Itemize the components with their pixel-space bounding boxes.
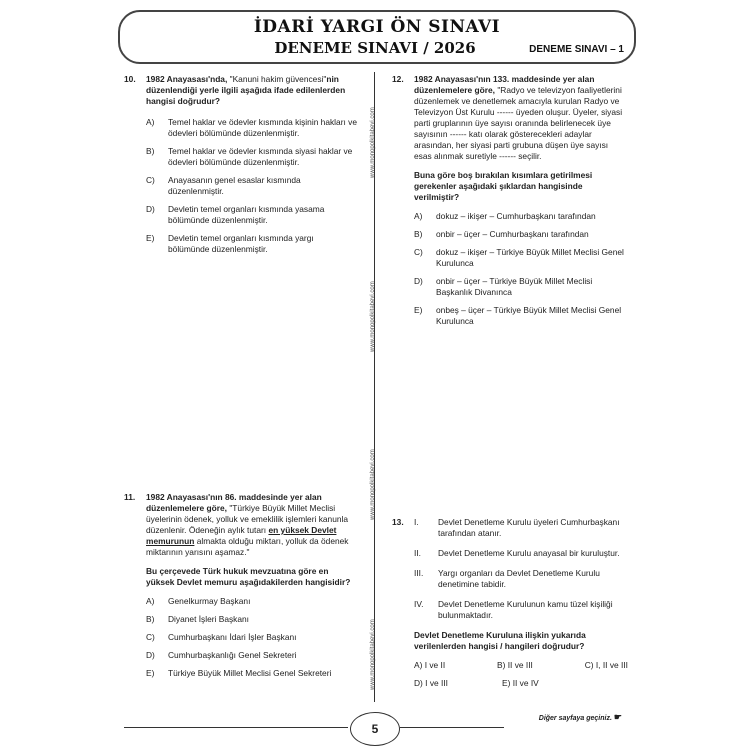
- stem-underlined: en yüksek Devlet memurunun: [146, 525, 337, 546]
- watermark-4: www.monopolkitabevi.com: [370, 619, 376, 690]
- statement-i: I. Devlet Denetleme Kurulu üyeleri Cumhurbaşkanı tarafından atanır.: [414, 517, 620, 538]
- question-stem: [146, 74, 357, 107]
- watermark-3: www.monopolkitabevi.com: [370, 449, 376, 520]
- option-c[interactable]: C) Cumhurbaşkanı İdari İşler Başkanı: [146, 632, 297, 642]
- question-number: 11.: [124, 492, 136, 502]
- question-stem: [414, 74, 628, 162]
- exam-title: İDARİ YARGI ÖN SINAVI: [253, 17, 501, 37]
- option-e[interactable]: E) onbeş – üçer – Türkiye Büyük Millet Meclisi Genel Kurulunca: [414, 305, 622, 326]
- question-stem: [146, 492, 357, 558]
- question-11: [124, 492, 357, 679]
- stem-bold: 1982 Anayasası'nın 86. maddesinde yer alan düzenlemelere göre,: [146, 492, 322, 513]
- options-row-2: [414, 678, 628, 689]
- stem-quote: "Kanuni hakim güvencesi": [227, 74, 327, 84]
- options-row-1: [414, 660, 628, 671]
- question-10: [124, 74, 357, 255]
- exam-tag: DENEME SINAVI – 1: [529, 44, 624, 55]
- option-a[interactable]: A) Temel haklar ve ödevler kısmında kişinin hakları ve ödevleri bölümünde düzenlenmiştir.: [146, 117, 357, 138]
- pointing-hand-icon: ☛: [613, 712, 622, 722]
- statement-iii: III. Yargı organları da Devlet Denetleme Kurulu denetimine tabidir.: [414, 568, 600, 589]
- exam-subtitle: DENEME SINAVI / 2026: [274, 39, 476, 57]
- next-page-text: Diğer sayfaya geçiniz.: [538, 715, 612, 722]
- option-d[interactable]: D) onbir – üçer – Türkiye Büyük Millet Meclisi Başkanlık Divanınca: [414, 276, 593, 297]
- statement-iv: IV. Devlet Denetleme Kurulunun kamu tüzel kişiliği bulunmaktadır.: [414, 599, 613, 620]
- stem-quote: "Radyo ve televizyon faaliyetlerini düzenlemek ve denetlemek amacıyla kurulan Radyo ve Televizyon Üst Kurulu ------ üyeden oluşur. Üyeler, siyasi parti gruplarının üye sayısı oranında belirlenecek üye sayısının ------ katı olarak gösterecekleri adaylar arasından, her siyasi parti grubuna düşen üye sayısı esas alınmak suretiyle ------ seçilir.: [414, 85, 623, 161]
- option-e[interactable]: E) Devletin temel organları kısmında yargı bölümünde düzenlenmiştir.: [146, 233, 314, 254]
- stem-bold: 1982 Anayasası'nda,: [146, 74, 228, 84]
- option-c[interactable]: C) dokuz – ikişer – Türkiye Büyük Millet Meclisi Genel Kurulunca: [414, 247, 624, 268]
- option-b[interactable]: B) onbir – üçer – Cumhurbaşkanı tarafından: [414, 229, 589, 239]
- question-number: 12.: [392, 74, 404, 84]
- question-number: 13.: [392, 517, 404, 527]
- option-e[interactable]: E) II ve IV: [501, 678, 539, 688]
- question-number: 10.: [124, 74, 136, 84]
- option-b[interactable]: B) Diyanet İşleri Başkanı: [146, 614, 249, 624]
- statement-ii: II. Devlet Denetleme Kurulu anayasal bir kuruluştur.: [414, 548, 620, 558]
- option-c[interactable]: C) I, II ve III: [584, 660, 628, 670]
- option-a[interactable]: A) I ve II: [414, 660, 446, 670]
- watermark-1: www.monopolkitabevi.com: [370, 107, 376, 178]
- question-13: [392, 517, 628, 689]
- option-c[interactable]: C) Anayasanın genel esaslar kısmında düzenlenmiştir.: [146, 175, 301, 196]
- option-a[interactable]: A) Genelkurmay Başkanı: [146, 596, 251, 606]
- option-d[interactable]: D) I ve III: [414, 678, 448, 688]
- option-d[interactable]: D) Devletin temel organları kısmında yasama bölümünde düzenlenmiştir.: [146, 204, 325, 225]
- footer-rule-right: [400, 727, 504, 728]
- option-b[interactable]: B) Temel haklar ve ödevler kısmında siyasi haklar ve ödevleri bölümünde düzenlenmiştir.: [146, 146, 353, 167]
- watermark-2: www.monopolkitabevi.com: [370, 281, 376, 352]
- next-page-note: [539, 712, 622, 723]
- option-e[interactable]: E) Türkiye Büyük Millet Meclisi Genel Sekreteri: [146, 668, 332, 678]
- stem-question: nin düzenlendiği yerle ilgili aşağıda ifade edilenlerden hangisi doğrudur?: [146, 74, 346, 106]
- option-b[interactable]: B) II ve III: [497, 660, 533, 670]
- stem-quote: "Türkiye Büyük Millet Meclisi üyelerinin ödenek, yolluk ve emeklilik işlemleri kanunla düzenlenir. Ödeneğin aylık tutarı: [146, 503, 349, 535]
- question-prompt: Buna göre boş bırakılan kısımlara getirilmesi gerekenler aşağıdaki şıklardan hangisinde verilmiştir?: [414, 170, 593, 202]
- question-prompt: Bu çerçevede Türk hukuk mevzuatına göre en yüksek Devlet memuru aşağıdakilerden hangisidir?: [146, 566, 351, 587]
- question-12: [392, 74, 628, 327]
- footer-rule-left: [124, 727, 348, 728]
- stem-quote-end: almakta olduğu miktarı, yolluk da ödenek miktarının yarısını aşamaz.": [146, 536, 349, 557]
- option-d[interactable]: D) Cumhurbaşkanlığı Genel Sekreteri: [146, 650, 297, 660]
- page-number: 5: [350, 712, 400, 746]
- stem-bold: 1982 Anayasası'nın 133. maddesinde yer alan düzenlemelere göre,: [414, 74, 595, 95]
- option-a[interactable]: A) dokuz – ikişer – Cumhurbaşkanı tarafından: [414, 211, 596, 221]
- question-prompt: Devlet Denetleme Kuruluna ilişkin yukarıda verilenlerden hangisi / hangileri doğrudur?: [414, 630, 586, 651]
- exam-header: [118, 10, 636, 64]
